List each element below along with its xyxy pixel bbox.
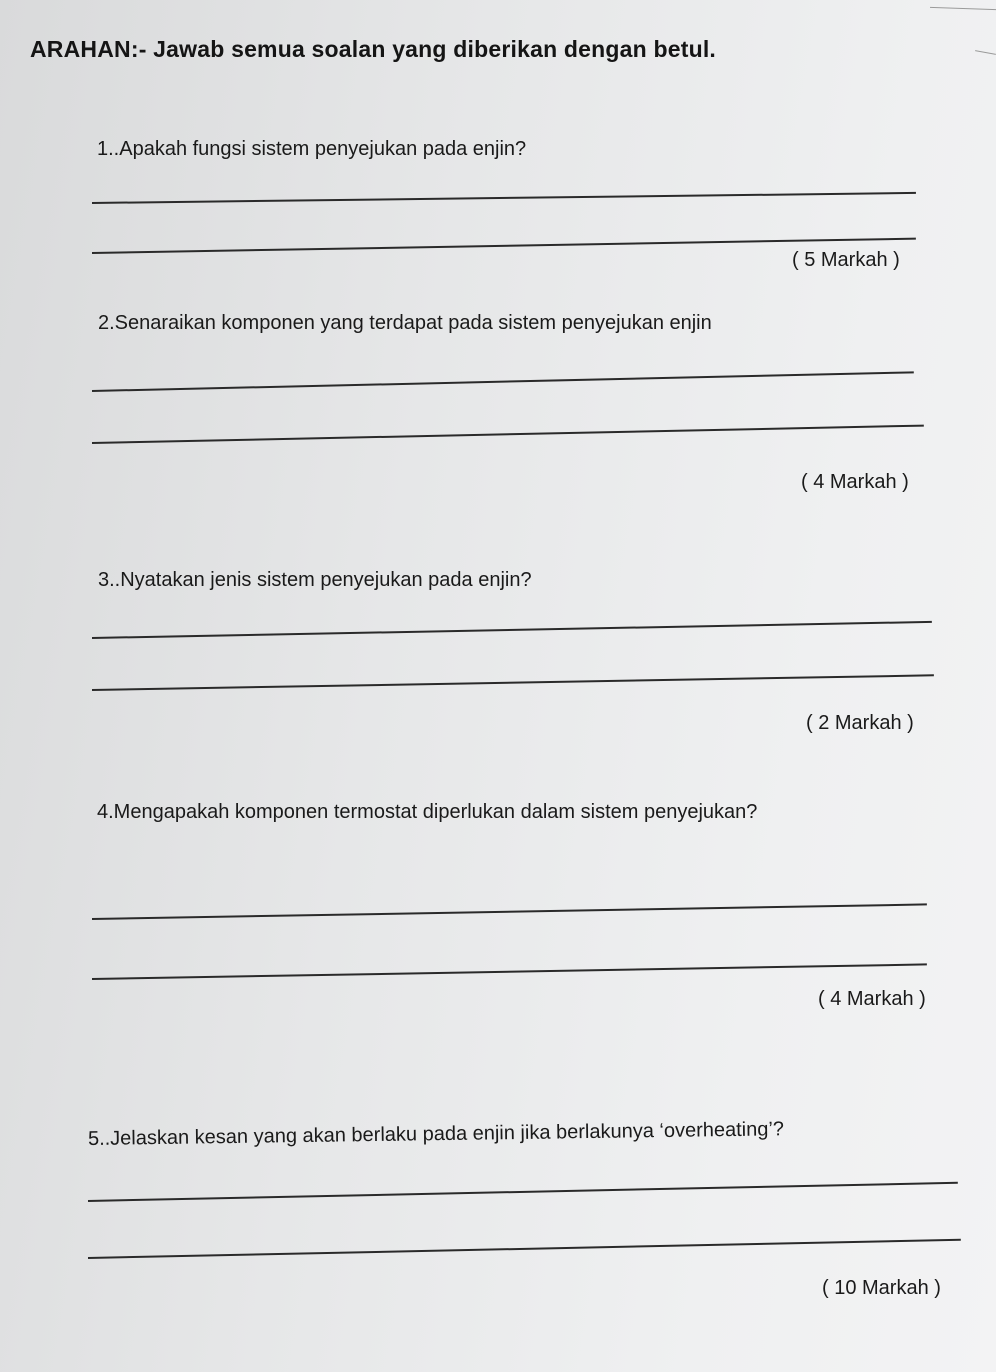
answer-line [92,425,924,444]
question-4-marks: ( 4 Markah ) [818,988,926,1010]
answer-line [92,963,927,979]
question-1-text: 1..Apakah fungsi sistem penyejukan pada enjin? [97,138,527,160]
instruction-text: ARAHAN:- Jawab semua soalan yang diberikan dengan betul. [30,36,717,62]
question-3-marks: ( 2 Markah ) [806,712,914,734]
paper-edge-line [930,7,996,10]
answer-line [92,371,914,391]
answer-line [92,621,932,639]
answer-line [92,192,916,204]
answer-line [88,1239,961,1259]
question-5-marks: ( 10 Markah ) [822,1277,941,1299]
paper-edge-line [975,50,996,55]
question-4-text: 4.Mengapakah komponen termostat diperlukan dalam sistem penyejukan? [97,801,758,823]
question-3-text: 3..Nyatakan jenis sistem penyejukan pada enjin? [98,569,532,591]
question-2-marks: ( 4 Markah ) [801,471,909,493]
answer-line [92,903,927,919]
question-1-marks: ( 5 Markah ) [792,249,900,271]
question-2-text: 2.Senaraikan komponen yang terdapat pada sistem penyejukan enjin [98,312,712,334]
answer-line [92,674,934,690]
question-5-text: 5..Jelaskan kesan yang akan berlaku pada enjin jika berlakunya ‘overheating’? [87,1118,785,1150]
answer-line [88,1182,958,1202]
